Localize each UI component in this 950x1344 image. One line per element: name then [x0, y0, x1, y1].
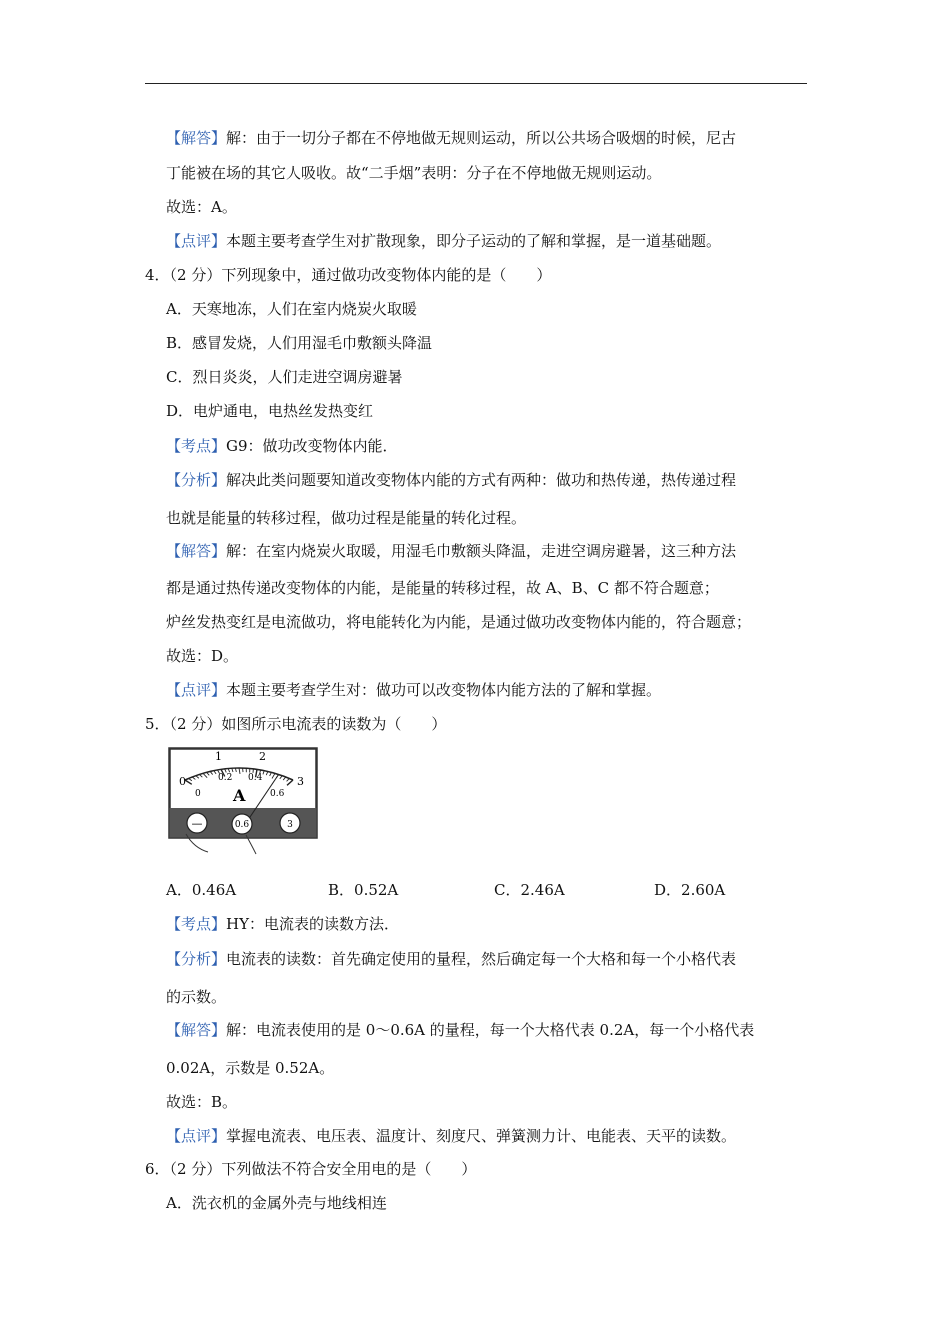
q3-choice: 故选：A。 [166, 198, 237, 216]
bottom-scale-label-0: 0 [195, 789, 201, 799]
q5-answer-line2: 0.02A，示数是 0.52A。 [166, 1059, 335, 1077]
q4-analysis-line1: 【分析】解决此类问题要知道改变物体内能的方式有两种：做功和热传递，热传递过程 [166, 471, 737, 489]
q5-point: 【考点】HY：电流表的读数方法． [166, 915, 400, 933]
terminal-0-6-label: 0.6 [234, 820, 250, 830]
q6-option-a: A．洗衣机的金属外壳与地线相连 [166, 1194, 387, 1212]
q5-comment: 【点评】掌握电流表、电压表、温度计、刻度尺、弹簧测力计、电能表、天平的读数。 [166, 1127, 737, 1145]
q4-option-b: B．感冒发烧，人们用湿毛巾敷额头降温 [166, 334, 433, 352]
q5-option-a: A．0.46A [166, 881, 237, 899]
q4-point: 【考点】G9：做功改变物体内能． [166, 437, 398, 455]
q5-choice: 故选：B。 [166, 1093, 238, 1111]
q4-choice: 故选：D。 [166, 647, 239, 665]
answer-tag: 【解答】 [166, 1021, 227, 1039]
analysis-tag: 【分析】 [166, 950, 227, 968]
top-scale-label-0: 0 [179, 775, 186, 788]
q4-analysis-line2: 也就是能量的转移过程，做功过程是能量的转化过程。 [166, 509, 527, 527]
q5-analysis-line1: 【分析】电流表的读数：首先确定使用的量程，然后确定每一个大格和每一个小格代表 [166, 950, 737, 968]
q4-comment: 【点评】本题主要考查学生对：做功可以改变物体内能方法的了解和掌握。 [166, 681, 662, 699]
bottom-scale-label-3: 0.6 [270, 789, 285, 799]
meter-unit: A [233, 786, 246, 805]
comment-tag: 【点评】 [166, 681, 227, 699]
point-tag: 【考点】 [166, 437, 227, 455]
q6-stem: 6．（2 分）下列做法不符合安全用电的是（ ） [145, 1160, 477, 1178]
q4-option-d: D．电炉通电，电热丝发热变红 [166, 402, 374, 420]
q3-answer-line1: 【解答】解：由于一切分子都在不停地做无规则运动，所以公共场合吸烟的时候，尼古 [166, 129, 737, 147]
q4-stem: 4．（2 分）下列现象中，通过做功改变物体内能的是（ ） [145, 266, 552, 284]
bottom-scale-label-2: 0.4 [248, 773, 263, 783]
top-scale-label-3: 3 [297, 775, 304, 788]
terminal-negative-label: — [191, 817, 203, 830]
comment-tag: 【点评】 [166, 1127, 227, 1145]
analysis-tag: 【分析】 [166, 471, 227, 489]
point-tag: 【考点】 [166, 915, 227, 933]
ammeter-figure [166, 744, 320, 860]
q4-option-a: A．天寒地冻，人们在室内烧炭火取暖 [166, 300, 417, 318]
bottom-scale-label-1: 0.2 [218, 773, 233, 783]
top-scale-label-2: 2 [259, 750, 266, 763]
answer-tag: 【解答】 [166, 129, 227, 147]
q5-options [166, 879, 806, 899]
q4-answer-line2: 都是通过热传递改变物体的内能，是能量的转移过程，故 A、B、C 都不符合题意； [166, 579, 719, 597]
q5-option-d: D．2.60A [654, 881, 726, 899]
q5-option-b: B．0.52A [328, 881, 399, 899]
q3-answer-line2: 丁能被在场的其它人吸收。故“二手烟”表明：分子在不停地做无规则运动。 [166, 164, 662, 182]
q5-analysis-line2: 的示数。 [166, 988, 227, 1006]
top-scale-label-1: 1 [215, 750, 222, 763]
q4-option-c: C．烈日炎炎，人们走进空调房避暑 [166, 368, 403, 386]
terminal-3-label: 3 [287, 820, 293, 830]
q3-comment: 【点评】本题主要考查学生对扩散现象，即分子运动的了解和掌握，是一道基础题。 [166, 232, 722, 250]
q4-answer-line3: 炉丝发热变红是电流做功，将电能转化为内能，是通过做功改变物体内能的，符合题意； [166, 613, 752, 631]
q5-stem: 5．（2 分）如图所示电流表的读数为（ ） [145, 715, 447, 733]
q4-answer-line1: 【解答】解：在室内烧炭火取暖，用湿毛巾敷额头降温，走进空调房避暑，这三种方法 [166, 542, 737, 560]
header-rule [145, 83, 807, 84]
comment-tag: 【点评】 [166, 232, 227, 250]
answer-tag: 【解答】 [166, 542, 227, 560]
q5-option-c: C．2.46A [494, 881, 565, 899]
q5-answer-line1: 【解答】解：电流表使用的是 0～0.6A 的量程，每一个大格代表 0.2A，每一个小格代表 [166, 1021, 755, 1039]
